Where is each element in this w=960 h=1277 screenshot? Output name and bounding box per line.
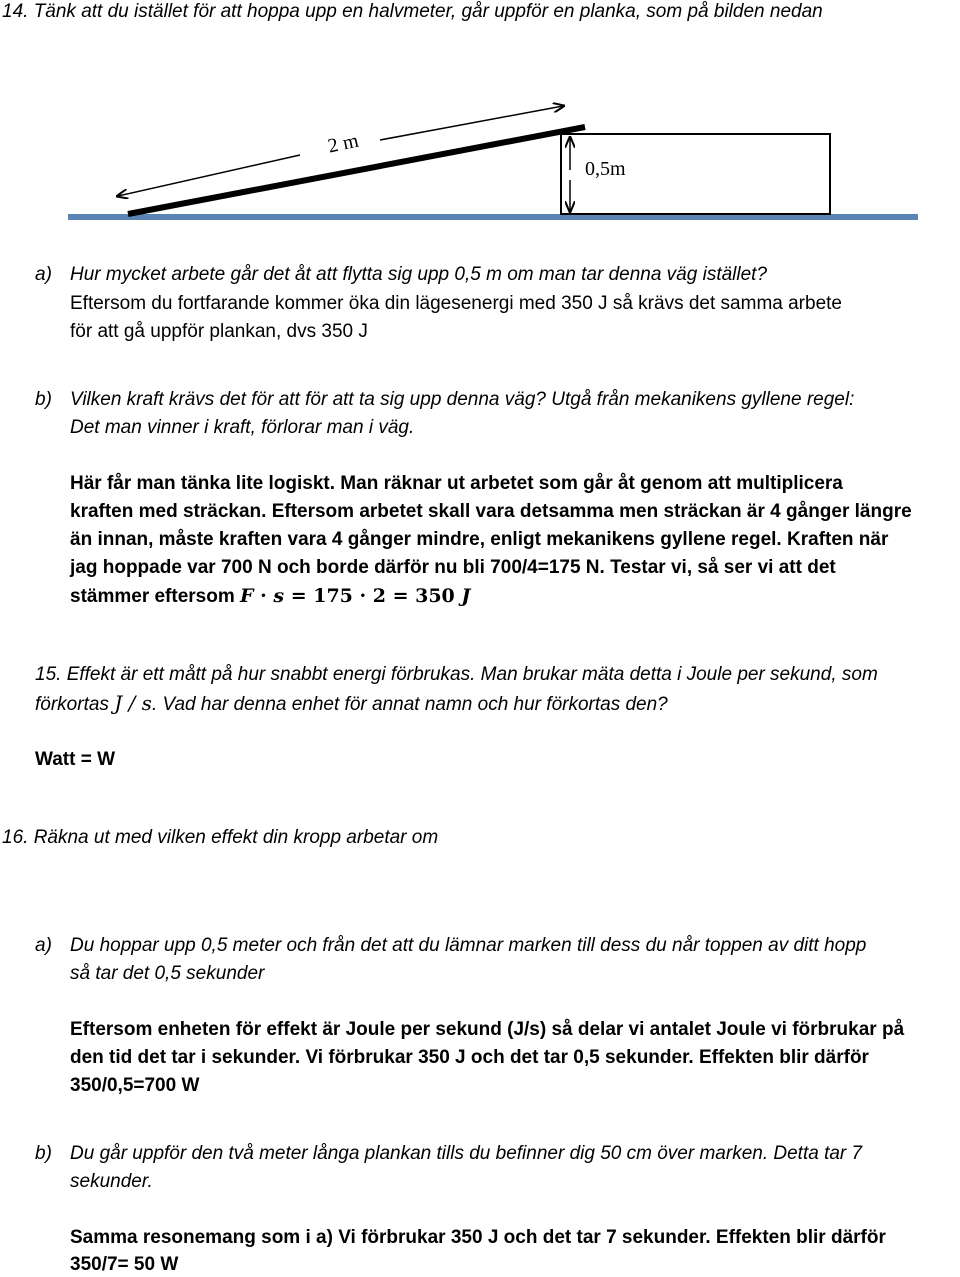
q14a-answer-2: för att gå uppför plankan, dvs 350 J	[70, 321, 368, 342]
q16-heading: 16. Räkna ut med vilken effekt din kropp arbetar om	[2, 827, 439, 848]
q16b-question-1: Du går uppför den två meter långa plankan tills du befinner dig 50 cm över marken. Detta tar 7	[70, 1143, 863, 1164]
q14b-answer-4: jag hoppade var 700 N och borde därför nu bli 700/4=175 N. Testar vi, så ser vi att det	[70, 557, 836, 578]
q16a-label: a)	[35, 935, 52, 956]
q16a-answer-1: Eftersom enheten för effekt är Joule per sekund (J/s) så delar vi antalet Joule vi förbrukar på	[70, 1019, 905, 1040]
q15-line-1: 15. Effekt är ett mått på hur snabbt energi förbrukas. Man brukar mäta detta i Joule per sekund, som	[35, 664, 878, 685]
height-label: 0,5m	[585, 158, 626, 180]
q14b-answer-3: än innan, måste kraften vara 4 gånger mindre, enligt mekanikens gyllene regel. Kraften när	[70, 529, 889, 550]
q16b-answer-1: Samma resonemang som i a) Vi förbrukar 350 J och det tar 7 sekunder. Effekten blir därför	[70, 1227, 886, 1248]
q14b-answer-prefix: stämmer eftersom	[70, 586, 241, 607]
q14b-question-2: Det man vinner i kraft, förlorar man i väg.	[70, 417, 415, 438]
q16b-answer-2: 350/7= 50 W	[70, 1254, 179, 1275]
q16b-question-2: sekunder.	[70, 1171, 153, 1192]
q16a-question-1: Du hoppar upp 0,5 meter och från det att du lämnar marken till dess du når toppen av ditt hopp	[70, 935, 867, 956]
formula-F: F	[240, 585, 254, 607]
q16a-answer-2: den tid det tar i sekunder. Vi förbrukar 350 J och det tar 0,5 sekunder. Effekten blir därför	[70, 1047, 869, 1068]
q14-heading: 14. Tänk att du istället för att hoppa upp en halvmeter, går uppför en planka, som på bilden nedan	[2, 1, 823, 22]
length-label: 2 m	[326, 129, 361, 158]
q14a-answer-1: Eftersom du fortfarande kommer öka din lägesenergi med 350 J så krävs det samma arbete	[70, 293, 842, 314]
q14b-answer-1: Här får man tänka lite logiskt. Man räknar ut arbetet som går åt genom att multiplicera	[70, 473, 843, 494]
q14a-question: Hur mycket arbete går det åt att flytta sig upp 0,5 m om man tar denna väg istället?	[70, 264, 768, 285]
length-arrow-left	[118, 155, 300, 196]
q15-unit: J / s	[114, 691, 152, 715]
q15-answer: Watt = W	[35, 749, 116, 770]
q14b-answer-5	[70, 584, 470, 609]
q14b-label: b)	[35, 389, 52, 410]
q15-suffix: . Vad har denna enhet för annat namn och hur förkortas den?	[151, 694, 668, 715]
q16a-question-2: så tar det 0,5 sekunder	[70, 963, 265, 984]
q14b-answer-2: kraften med sträckan. Eftersom arbetet skall vara detsamma men sträckan är 4 gånger längre	[70, 501, 912, 522]
q14b-question-1: Vilken kraft krävs det för att för att ta sig upp denna väg? Utgå från mekanikens gyllene regel:	[70, 389, 855, 410]
q14a-label: a)	[35, 264, 52, 285]
q15-line-2	[35, 691, 668, 717]
formula-J: J	[461, 585, 471, 607]
q16b-label: b)	[35, 1143, 52, 1164]
q15-prefix: förkortas	[35, 694, 115, 715]
ramp-diagram	[0, 0, 960, 230]
formula-s: s	[273, 585, 285, 607]
q16a-answer-3: 350/0,5=700 W	[70, 1075, 200, 1096]
formula-dot: ·	[253, 585, 274, 607]
formula-values: = 175 · 2 = 350	[284, 585, 462, 607]
